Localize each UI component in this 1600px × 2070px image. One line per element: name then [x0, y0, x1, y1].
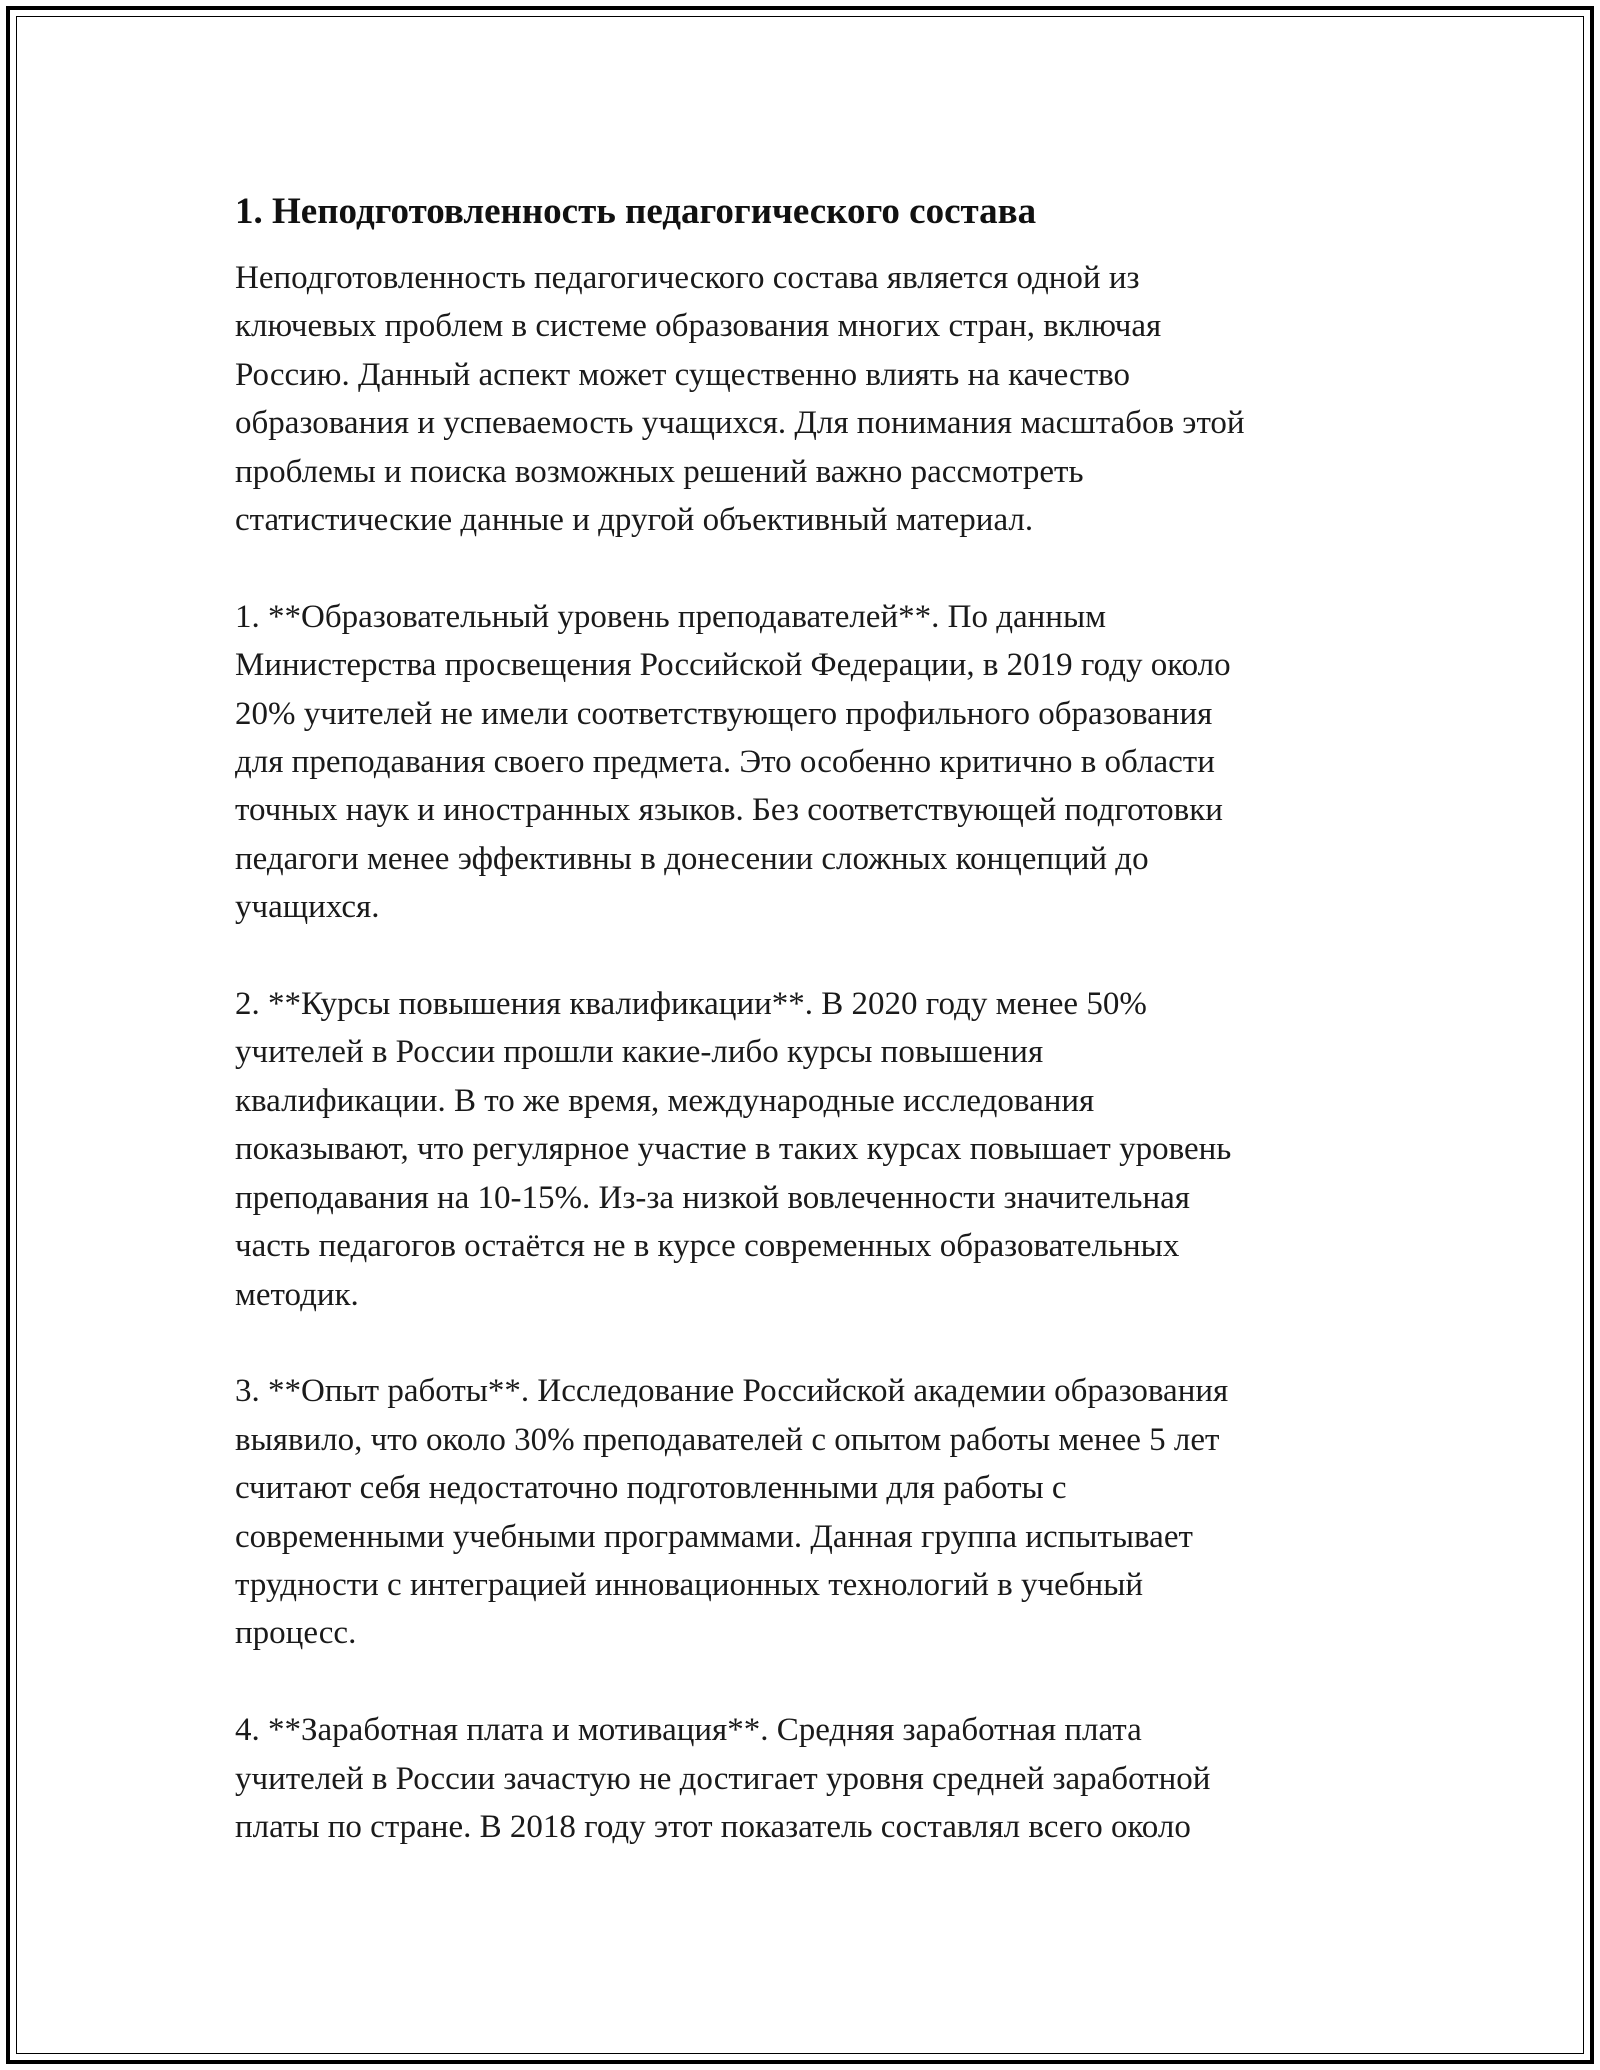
- point-2-paragraph: 2. **Курсы повышения квалификации**. В 2020 году менее 50% учителей в России прошли какие-либо курсы повышения квалификации. В то же время, международные исследования показывают, что регулярное участие в таких курсах повышает уровень преподавания на 10-15%. Из-за низкой вовлеченности значительная часть педагогов остаётся не в курсе современных образовательных методик.: [235, 986, 1232, 1313]
- document-body: [235, 188, 1395, 1900]
- point-1-paragraph: 1. **Образовательный уровень преподавателей**. По данным Министерства просвещения Российской Федерации, в 2019 году около 20% учителей не имели соответствующего профильного образования для преподавания своего предмета. Это особенно критично в области точных наук и иностранных языков. Без соответствующей подготовки педагоги менее эффективны в донесении сложных концепций до учащихся.: [235, 598, 1231, 926]
- point-3-paragraph: 3. **Опыт работы**. Исследование Российской академии образования выявило, что около 30% преподавателей с опытом работы менее 5 лет считают себя недостаточно подготовленными для работы с современными учебными программами. Данная группа испытывает трудности с интеграцией инновационных технологий в учебный процесс.: [235, 1373, 1229, 1652]
- point-4-paragraph: 4. **Заработная плата и мотивация**. Средняя заработная плата учителей в России зачастую не достигает уровня средней заработной платы по стране. В 2018 году этот показатель составлял всего около: [235, 1712, 1211, 1845]
- section-heading: 1. Неподготовленность педагогического состава: [235, 191, 1037, 232]
- intro-paragraph: Неподготовленность педагогического состава является одной из ключевых проблем в системе образования многих стран, включая Россию. Данный аспект может существенно влиять на качество образования и успеваемость учащихся. Для понимания масштабов этой проблемы и поиска возможных решений важно рассмотреть статистические данные и другой объективный материал.: [235, 260, 1245, 539]
